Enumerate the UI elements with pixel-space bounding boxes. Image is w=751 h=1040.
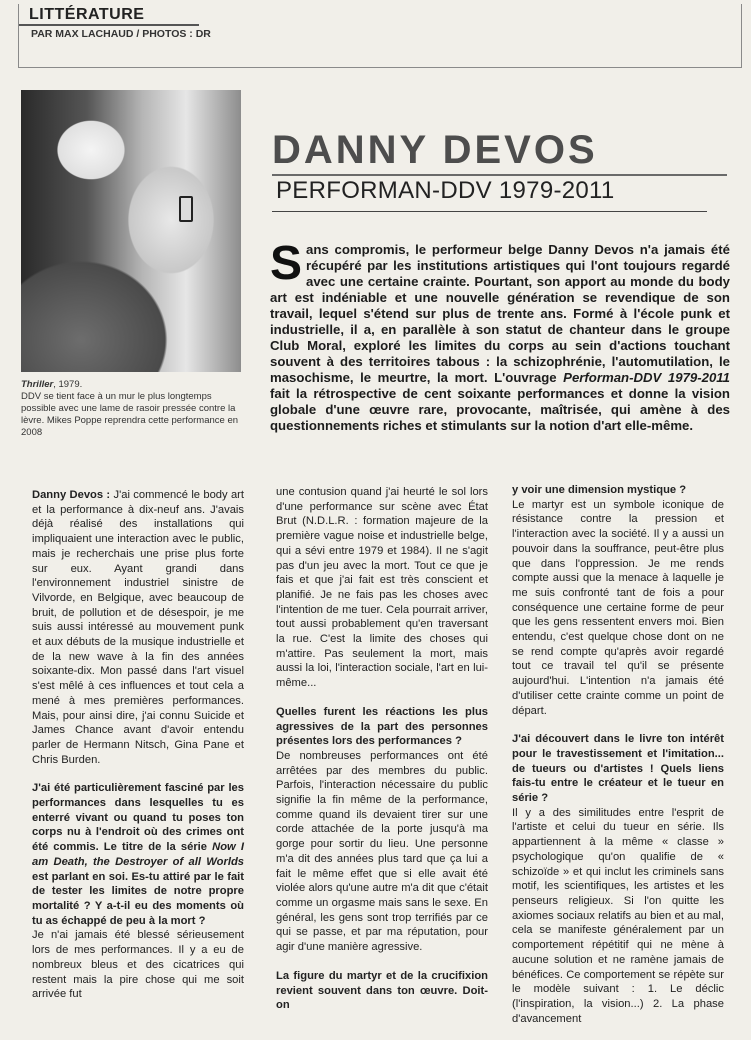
rubric-divider <box>19 24 199 26</box>
byline: PAR MAX LACHAUD / PHOTOS : DR <box>31 28 211 40</box>
column-1 <box>32 488 244 1016</box>
question-paragraph: La figure du martyr et de la crucifixion revient souvent dans ton œuvre. Doit-on <box>276 969 488 1012</box>
caption-year: , 1979. <box>53 379 83 390</box>
performance-photo <box>21 90 241 372</box>
question-paragraph: J'ai découvert dans le livre ton intérêt pour le travestissement et l'imitation... de tueurs ou d'artistes ! Quels liens fais-tu entre le créateur et le tueur en série ? <box>512 733 724 805</box>
lead-text-a: ans compromis, le performeur belge Danny Devos n'a jamais été récupéré par les institutions artistiques qui l'ont toujours regardé avec une certaine crainte. Pourtant, son apport au monde du body art est indéniable et une nouvelle génération se revendique de son travail, lequel s'étend sur plus de trente ans. Formé à l'école punk et industrielle, il a, en parallèle à son statut de chanteur dans le groupe Club Moral, exploré les limites du corps au sein d'actions touchant souvent à des territoires tabous : la schizophrénie, l'automutilation, le masochisme, le meurtre, la mort. L'ouvrage <box>270 242 730 385</box>
answer-paragraph: De nombreuses performances ont été arrêtées par des membres du public. Parfois, l'interaction nécessaire du public signifie la fin même de la performance, comme quand ils devaient tirer sur une corde attachée de la porte jusqu'à ma gorge pour sortir du lieu. Une personne m'a dit des années plus tard que ça lui a fait le même effet que si elle avait été violée alors qu'une autre m'a dit que c'était comme un orgasme mais sans le sexe. En général, les gens sont trop terrifiés par ce qui se passe, et par ma réputation, pour agir d'une manière agressive. <box>276 749 488 954</box>
razor-blade-image <box>179 196 193 222</box>
question-text: est parlant en soi. Es-tu attiré par le fait de tester les limites de notre propre mortalité ? Y a-t-il eu des moments où tu as échappé de peu à la mort ? <box>32 870 244 927</box>
lead-book-title: Performan-DDV 1979-2011 <box>563 370 730 385</box>
column-3 <box>512 483 724 1040</box>
caption-title: Thriller <box>21 379 54 390</box>
question-paragraph: y voir une dimension mystique ? <box>512 484 687 496</box>
answer-text: J'ai commencé le body art et la performance à dix-neuf ans. J'avais déjà réalisé des installations qui impliquaient une interaction avec le public, mais je recherchais une prise plus forte sur eux. Ayant grandi dans l'environnement industriel sinistre de Vilvorde, en Belgique, avec beaucoup de bruit, de pollution et de désespoir, je me suis aussi intéressé au mouvement punk et aux débuts de la musique industrielle et de la new wave à la fin des années soixante-dix. Mon passé dans l'art visuel s'est mêlé à ces influences et tout cela a mené à mes premières performances. Mais, pour ainsi dire, j'ai connu Suicide et James Chance avant d'avoir entendu parler de Hermann Nitsch, Gina Pane et Chris Burden. <box>32 489 245 766</box>
title-rule <box>272 174 727 176</box>
drop-cap: S <box>270 237 303 290</box>
column-2 <box>276 485 488 1027</box>
speaker-name: Danny Devos : <box>32 489 111 501</box>
answer-paragraph: une contusion quand j'ai heurté le sol lors d'une performance sur scène avec État Brut (N.D.L.R. : formation majeure de la première vague noise et industrielle belge, qui a sévi entre 1979 et 1984). Il ne s'agit pas d'un jeu avec la mort. Tout ce que je fais et que j'ai fait est très conscient et planifié. Je ne fais pas les choses avec l'intention de me tuer. Cela pourrait arriver, tout aussi probablement qu'en traversant la rue. C'est la limite des choses qui m'attire. Pas seulement la mort, mais aussi la loi, l'interaction sociale, l'art en lui-même... <box>276 486 488 690</box>
article-title: DANNY DEVOS <box>272 128 598 172</box>
answer-paragraph: Je n'ai jamais été blessé sérieusement lors de mes performances. Il y a eu de nombreux bleus et des cicatrices qui restent mais la pire chose qui me soit arrivée fut <box>32 929 244 1001</box>
rubric-box <box>18 4 742 68</box>
question-paragraph: Quelles furent les réactions les plus agressives de la part des personnes présentes lors des performances ? <box>276 705 488 748</box>
photo-caption <box>21 379 246 439</box>
article-lead <box>270 237 730 434</box>
caption-text: DDV se tient face à un mur le plus longtemps possible avec une lame de rasoir pressée contre la lèvre. Mikes Poppe reprendra cette performance en 2008 <box>21 391 239 438</box>
series-title: Now I am Death, the Destroyer of all Worlds <box>32 841 244 868</box>
answer-paragraph: Le martyr est un symbole iconique de résistance contre la pression et l'interaction avec la société. Il y a aussi un pouvoir dans la souffrance, peut-être plus que dans l'oppression. Je me rends compte aussi que la menace à laquelle je me suis confronté tant de fois a pour conséquence une certaine forme de peur que les gens ressentent envers moi. Bien entendu, c'est quelque chose dont on ne se rend compte qu'après avoir regardé tout ce travail tel qu'il se présente aujourd'hui. L'intention n'a jamais été d'utiliser cette crainte comme un point de départ. <box>512 498 724 717</box>
subtitle-rule <box>272 211 707 212</box>
lead-text-b: fait la rétrospective de cent soixante performances et donne la vision globale d'une œuvre rare, provocante, maîtrisée, qui amène à des questionnements riches et stimulants sur la notion d'art elle-même. <box>270 386 730 433</box>
answer-paragraph <box>32 488 244 767</box>
answer-paragraph: Il y a des similitudes entre l'esprit de l'artiste et celui du tueur en série. Ils appartiennent à la même « classe » psychologique qu'on qualifie de « schizoïde » et qui inclut les criminels sans motif, les scientifiques, les artistes et les penseurs religieux. Si l'on quitte les axiomes sociaux relatifs au bien et au mal, cela se manifeste généralement par un comportement répétitif qui ne mène à aucune solution et ne ramène jamais de bénéfices. Ce comportement se répète sur le modèle suivant : 1. Le déclic (l'inspiration, la vision...) 2. La phase d'avancement <box>512 806 724 1025</box>
article-subtitle: PERFORMAN-DDV 1979-2011 <box>276 177 615 204</box>
question-text: J'ai été particulièrement fasciné par les performances dans lesquelles tu es enterré vivant ou quand tu poses ton corps nu à l'endroit où des crimes ont été commis. Le titre de la série <box>32 782 244 854</box>
rubric-title: LITTÉRATURE <box>29 6 145 23</box>
question-paragraph <box>32 781 244 928</box>
